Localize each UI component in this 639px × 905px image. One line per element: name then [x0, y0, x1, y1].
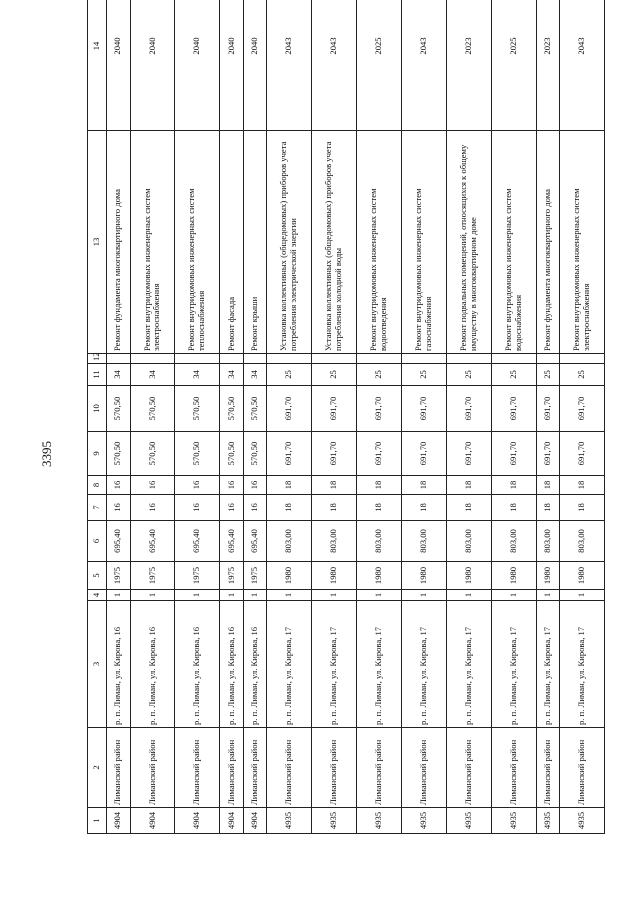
col-living-area: 691,70 — [491, 432, 536, 476]
col-address: р. п. Лиман, ул. Кирова, 17 — [491, 601, 536, 728]
col-blank — [220, 354, 244, 364]
table-row — [267, 0, 312, 834]
col-id: 4904 — [130, 808, 175, 834]
col-district: Лиманский район — [107, 728, 131, 808]
col-work-type: Ремонт внутридомовых инженерных систем теплоснабжения — [175, 131, 220, 354]
col-total-area: 695,40 — [243, 521, 267, 562]
col-id: 4935 — [536, 808, 560, 834]
col-area: 691,70 — [357, 386, 402, 432]
col-address: р. п. Лиман, ул. Кирова, 16 — [130, 601, 175, 728]
col-plan-year: 2040 — [243, 0, 267, 131]
col-year: 1980 — [267, 562, 312, 590]
col-area: 570,50 — [220, 386, 244, 432]
col-blank — [107, 354, 131, 364]
col-year: 1980 — [312, 562, 357, 590]
col-id: 4935 — [267, 808, 312, 834]
column-header: 4 — [88, 590, 107, 601]
col-year: 1980 — [560, 562, 605, 590]
col-year: 1980 — [401, 562, 446, 590]
col-district: Лиманский район — [175, 728, 220, 808]
col-plan-year: 2040 — [175, 0, 220, 131]
column-header: 8 — [88, 476, 107, 495]
col-wear: 25 — [267, 364, 312, 386]
col-units: 18 — [536, 476, 560, 495]
table-viewport — [87, 37, 605, 834]
col-sections: 1 — [401, 590, 446, 601]
col-district: Лиманский район — [491, 728, 536, 808]
col-district: Лиманский район — [357, 728, 402, 808]
col-work-type: Ремонт фундамента многоквартирного дома — [536, 131, 560, 354]
table-row — [312, 0, 357, 834]
col-year: 1975 — [107, 562, 131, 590]
col-plan-year: 2040 — [130, 0, 175, 131]
col-work-type: Ремонт внутридомовых инженерных систем водоотведения — [357, 131, 402, 354]
col-total-area: 695,40 — [220, 521, 244, 562]
col-living-area: 691,70 — [401, 432, 446, 476]
col-sections: 1 — [267, 590, 312, 601]
col-sections: 1 — [536, 590, 560, 601]
table-row — [243, 0, 267, 834]
page-number-text: 3395 — [39, 441, 54, 467]
col-district: Лиманский район — [536, 728, 560, 808]
col-district: Лиманский район — [560, 728, 605, 808]
col-sections: 1 — [491, 590, 536, 601]
col-floors: 16 — [243, 495, 267, 521]
col-year: 1980 — [491, 562, 536, 590]
col-living-area: 570,50 — [175, 432, 220, 476]
col-total-area: 803,00 — [446, 521, 491, 562]
column-header: 2 — [88, 728, 107, 808]
col-address: р. п. Лиман, ул. Кирова, 16 — [175, 601, 220, 728]
col-area: 691,70 — [536, 386, 560, 432]
col-wear: 25 — [560, 364, 605, 386]
col-units: 16 — [243, 476, 267, 495]
col-area: 691,70 — [312, 386, 357, 432]
col-work-type: Ремонт фасада — [220, 131, 244, 354]
col-id: 4935 — [401, 808, 446, 834]
col-address: р. п. Лиман, ул. Кирова, 17 — [536, 601, 560, 728]
col-blank — [536, 354, 560, 364]
col-living-area: 691,70 — [446, 432, 491, 476]
col-plan-year: 2023 — [536, 0, 560, 131]
col-sections: 1 — [560, 590, 605, 601]
col-living-area: 691,70 — [267, 432, 312, 476]
col-area: 691,70 — [401, 386, 446, 432]
col-year: 1975 — [130, 562, 175, 590]
col-wear: 34 — [130, 364, 175, 386]
col-units: 18 — [312, 476, 357, 495]
col-units: 18 — [267, 476, 312, 495]
col-units: 16 — [175, 476, 220, 495]
col-year: 1980 — [536, 562, 560, 590]
col-living-area: 570,50 — [130, 432, 175, 476]
col-units: 18 — [357, 476, 402, 495]
col-plan-year: 2043 — [312, 0, 357, 131]
col-blank — [401, 354, 446, 364]
col-wear: 25 — [357, 364, 402, 386]
col-area: 691,70 — [267, 386, 312, 432]
col-floors: 16 — [175, 495, 220, 521]
col-units: 18 — [491, 476, 536, 495]
col-sections: 1 — [357, 590, 402, 601]
col-wear: 25 — [312, 364, 357, 386]
col-plan-year: 2040 — [107, 0, 131, 131]
col-work-type: Установка коллективных (общедомовых) приборов учета потребления электрической энергии — [267, 131, 312, 354]
col-id: 4904 — [243, 808, 267, 834]
col-units: 16 — [107, 476, 131, 495]
col-living-area: 691,70 — [357, 432, 402, 476]
col-district: Лиманский район — [312, 728, 357, 808]
table-row — [446, 0, 491, 834]
col-id: 4935 — [560, 808, 605, 834]
col-district: Лиманский район — [267, 728, 312, 808]
col-total-area: 803,00 — [560, 521, 605, 562]
col-total-area: 695,40 — [175, 521, 220, 562]
col-total-area: 803,00 — [312, 521, 357, 562]
column-header: 3 — [88, 601, 107, 728]
col-id: 4904 — [175, 808, 220, 834]
col-living-area: 691,70 — [536, 432, 560, 476]
col-plan-year: 2040 — [220, 0, 244, 131]
col-floors: 18 — [312, 495, 357, 521]
col-area: 570,50 — [130, 386, 175, 432]
table-row — [560, 0, 605, 834]
col-floors: 18 — [536, 495, 560, 521]
page-number — [37, 434, 57, 474]
col-area: 570,50 — [107, 386, 131, 432]
col-sections: 1 — [107, 590, 131, 601]
col-total-area: 803,00 — [401, 521, 446, 562]
col-id: 4904 — [107, 808, 131, 834]
table-row — [357, 0, 402, 834]
rotated-table-wrapper — [87, 37, 605, 834]
col-year: 1975 — [175, 562, 220, 590]
col-id: 4935 — [357, 808, 402, 834]
col-work-type: Ремонт внутридомовых инженерных систем электроснабжения — [560, 131, 605, 354]
col-plan-year: 2043 — [267, 0, 312, 131]
column-header: 13 — [88, 131, 107, 354]
column-header: 10 — [88, 386, 107, 432]
column-header: 9 — [88, 432, 107, 476]
col-total-area: 803,00 — [267, 521, 312, 562]
col-id: 4935 — [312, 808, 357, 834]
col-address: р. п. Лиман, ул. Кирова, 17 — [446, 601, 491, 728]
col-year: 1975 — [220, 562, 244, 590]
col-year: 1980 — [357, 562, 402, 590]
col-district: Лиманский район — [130, 728, 175, 808]
col-living-area: 691,70 — [560, 432, 605, 476]
col-floors: 18 — [401, 495, 446, 521]
table-row — [491, 0, 536, 834]
col-work-type: Ремонт внутридомовых инженерных систем водоснабжения — [491, 131, 536, 354]
table-row — [220, 0, 244, 834]
col-floors: 16 — [107, 495, 131, 521]
column-header: 14 — [88, 0, 107, 131]
col-plan-year: 2025 — [491, 0, 536, 131]
col-blank — [175, 354, 220, 364]
col-living-area: 570,50 — [220, 432, 244, 476]
col-wear: 25 — [401, 364, 446, 386]
table-row — [130, 0, 175, 834]
col-total-area: 803,00 — [491, 521, 536, 562]
col-address: р. п. Лиман, ул. Кирова, 17 — [401, 601, 446, 728]
col-blank — [560, 354, 605, 364]
col-area: 691,70 — [446, 386, 491, 432]
col-work-type: Установка коллективных (общедомовых) приборов учета потребления холодной воды — [312, 131, 357, 354]
col-district: Лиманский район — [401, 728, 446, 808]
col-work-type: Ремонт подвальных помещений, относящихся к общему имуществу в многоквартирном доме — [446, 131, 491, 354]
col-total-area: 803,00 — [357, 521, 402, 562]
col-work-type: Ремонт внутридомовых инженерных систем газоснабжения — [401, 131, 446, 354]
table-header-row — [88, 0, 107, 834]
column-header: 1 — [88, 808, 107, 834]
col-blank — [357, 354, 402, 364]
col-district: Лиманский район — [220, 728, 244, 808]
col-wear: 25 — [446, 364, 491, 386]
col-total-area: 695,40 — [107, 521, 131, 562]
col-id: 4935 — [491, 808, 536, 834]
col-wear: 34 — [175, 364, 220, 386]
col-blank — [243, 354, 267, 364]
column-header: 11 — [88, 364, 107, 386]
col-wear: 34 — [220, 364, 244, 386]
col-floors: 18 — [491, 495, 536, 521]
col-sections: 1 — [175, 590, 220, 601]
col-plan-year: 2023 — [446, 0, 491, 131]
col-area: 570,50 — [175, 386, 220, 432]
col-blank — [491, 354, 536, 364]
capital-repair-table — [87, 0, 605, 834]
col-wear: 34 — [243, 364, 267, 386]
column-header: 6 — [88, 521, 107, 562]
col-units: 16 — [130, 476, 175, 495]
col-work-type: Ремонт фундамента многоквартирного дома — [107, 131, 131, 354]
col-plan-year: 2025 — [357, 0, 402, 131]
col-sections: 1 — [130, 590, 175, 601]
table-row — [175, 0, 220, 834]
col-wear: 25 — [491, 364, 536, 386]
column-header: 12 — [88, 354, 107, 364]
col-plan-year: 2043 — [560, 0, 605, 131]
col-living-area: 691,70 — [312, 432, 357, 476]
col-address: р. п. Лиман, ул. Кирова, 17 — [312, 601, 357, 728]
col-address: р. п. Лиман, ул. Кирова, 16 — [107, 601, 131, 728]
col-blank — [130, 354, 175, 364]
column-header: 5 — [88, 562, 107, 590]
col-floors: 18 — [357, 495, 402, 521]
col-sections: 1 — [243, 590, 267, 601]
col-floors: 18 — [267, 495, 312, 521]
col-address: р. п. Лиман, ул. Кирова, 17 — [267, 601, 312, 728]
col-district: Лиманский район — [446, 728, 491, 808]
col-wear: 34 — [107, 364, 131, 386]
col-floors: 18 — [446, 495, 491, 521]
col-address: р. п. Лиман, ул. Кирова, 16 — [220, 601, 244, 728]
col-address: р. п. Лиман, ул. Кирова, 17 — [357, 601, 402, 728]
col-wear: 25 — [536, 364, 560, 386]
col-living-area: 570,50 — [107, 432, 131, 476]
col-total-area: 803,00 — [536, 521, 560, 562]
col-units: 18 — [401, 476, 446, 495]
col-address: р. п. Лиман, ул. Кирова, 17 — [560, 601, 605, 728]
col-sections: 1 — [446, 590, 491, 601]
col-floors: 16 — [130, 495, 175, 521]
col-floors: 18 — [560, 495, 605, 521]
col-id: 4904 — [220, 808, 244, 834]
col-blank — [267, 354, 312, 364]
col-plan-year: 2043 — [401, 0, 446, 131]
col-year: 1975 — [243, 562, 267, 590]
col-blank — [446, 354, 491, 364]
col-address: р. п. Лиман, ул. Кирова, 16 — [243, 601, 267, 728]
col-id: 4935 — [446, 808, 491, 834]
col-blank — [312, 354, 357, 364]
col-sections: 1 — [220, 590, 244, 601]
column-header: 7 — [88, 495, 107, 521]
col-living-area: 570,50 — [243, 432, 267, 476]
col-sections: 1 — [312, 590, 357, 601]
col-units: 16 — [220, 476, 244, 495]
col-units: 18 — [560, 476, 605, 495]
col-area: 691,70 — [491, 386, 536, 432]
table-row — [107, 0, 131, 834]
col-area: 691,70 — [560, 386, 605, 432]
col-total-area: 695,40 — [130, 521, 175, 562]
col-floors: 16 — [220, 495, 244, 521]
col-work-type: Ремонт внутридомовых инженерных систем электроснабжения — [130, 131, 175, 354]
col-year: 1980 — [446, 562, 491, 590]
col-work-type: Ремонт крыши — [243, 131, 267, 354]
col-district: Лиманский район — [243, 728, 267, 808]
col-units: 18 — [446, 476, 491, 495]
table-row — [401, 0, 446, 834]
table-row — [536, 0, 560, 834]
col-area: 570,50 — [243, 386, 267, 432]
